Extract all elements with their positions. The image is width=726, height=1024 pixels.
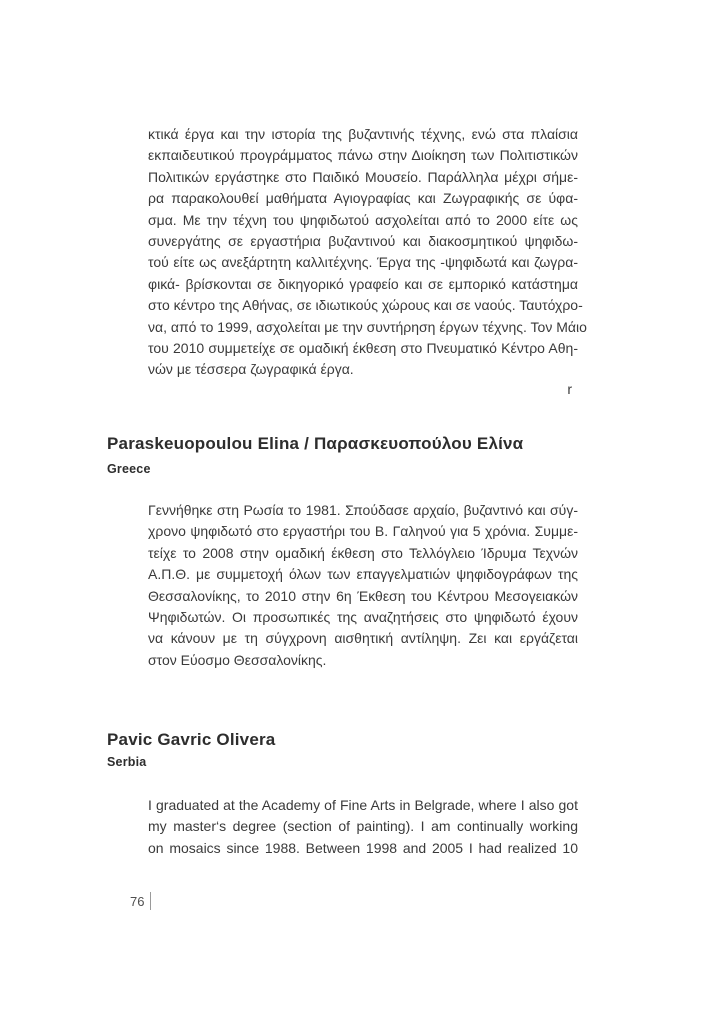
text-line: I graduated at the Academy of Fine Arts in Belgrade, where I also got — [148, 797, 578, 813]
page-number-divider — [150, 892, 151, 910]
text-line: Ψηφιδωτών. Οι προσωπικές της αναζητήσεις στο ψηφιδωτό έχουν — [148, 609, 578, 626]
text-line: του 2010 συμμετείχε σε ομαδική έκθεση στο Πνευματικό Κέντρο Αθη- — [148, 340, 578, 357]
paragraph-bio-pavic — [148, 795, 578, 859]
text-line: στον Εύοσμο Θεσσαλονίκης. — [148, 651, 327, 668]
country-label-serbia: Serbia — [107, 755, 147, 769]
text-line: συνεργάτης σε εργαστήρια βυζαντινού και διακοσμητικού ψηφιδω- — [148, 233, 578, 250]
entry-heading-pavic-gavric-olivera: Pavic Gavric Olivera — [107, 730, 276, 749]
page-footer — [130, 893, 151, 911]
text-line: Α.Π.Θ. με συμμετοχή όλων των επαγγελματιών ψηφιδογράφων της — [148, 566, 578, 583]
text-line: Γεννήθηκε στη Ρωσία το 1981. Σπούδασε αρχαίο, βυζαντινό και σύγ- — [148, 502, 578, 518]
paragraph-bio-continuation — [148, 124, 587, 381]
entry-heading-paraskeuopoulou-elina: Paraskeuopoulou Elina / Παρασκευοπούλου Ελίνα — [107, 434, 524, 453]
page-number: 76 — [130, 894, 145, 909]
stray-character: r — [567, 381, 572, 397]
text-line: τού είτε ως ανεξάρτητη καλλιτέχνης. Έργα της -ψηφιδωτά και ζωγρα- — [148, 254, 578, 271]
text-line: νών με τέσσερα ζωγραφικά έργα. — [148, 361, 354, 378]
text-line: κτικά έργα και την ιστορία της βυζαντινής τέχνης, ενώ στα πλαίσια — [148, 126, 578, 142]
country-label-greece: Greece — [107, 462, 151, 476]
text-line: να, από το 1999, ασχολείται με την συντήρηση έργων τέχνης. Τον Μάιο — [148, 318, 587, 335]
text-line: εκπαιδευτικού προγράμματος πάνω στην Διοίκηση των Πολιτιστικών — [148, 147, 578, 164]
text-line: Θεσσαλονίκης, το 2010 στην 6η Έκθεση του Κέντρου Μεσογειακών — [148, 587, 578, 604]
paragraph-bio-paraskeuopoulou — [148, 500, 578, 671]
text-line: χρονο ψηφιδωτό στο εργαστήρι του Β. Γαληνού για 5 χρόνια. Συμμε- — [148, 523, 578, 540]
text-line: τείχε το 2008 στην ομαδική έκθεση στο Τελλόγλειο Ίδρυμα Τεχνών — [148, 544, 578, 561]
text-line: σμα. Με την τέχνη του ψηφιδωτού ασχολείται από το 2000 είτε ως — [148, 211, 578, 228]
text-line: ρα παρακολουθεί μαθήματα Αγιογραφίας και Ζωγραφικής σε ύφα- — [148, 190, 578, 207]
text-line: my master‘s degree (section of painting). I am continually working — [148, 818, 578, 835]
text-line: φικά- βρίσκονται σε δικηγορικό γραφείο και σε εμπορικό κατάστημα — [148, 275, 578, 292]
text-line: στο κέντρο της Αθήνας, σε ιδιωτικούς χώρους και σε ναούς. Ταυτόχρο- — [148, 297, 583, 314]
text-line: on mosaics since 1988. Between 1998 and 2005 I had realized 10 — [148, 839, 578, 856]
text-line: να κάνουν με τη σύγχρονη αισθητική αντίληψη. Ζει και εργάζεται — [148, 630, 578, 647]
text-line: Πολιτικών εργάστηκε στο Παιδικό Μουσείο. Παράλληλα μέχρι σήμε- — [148, 168, 578, 185]
